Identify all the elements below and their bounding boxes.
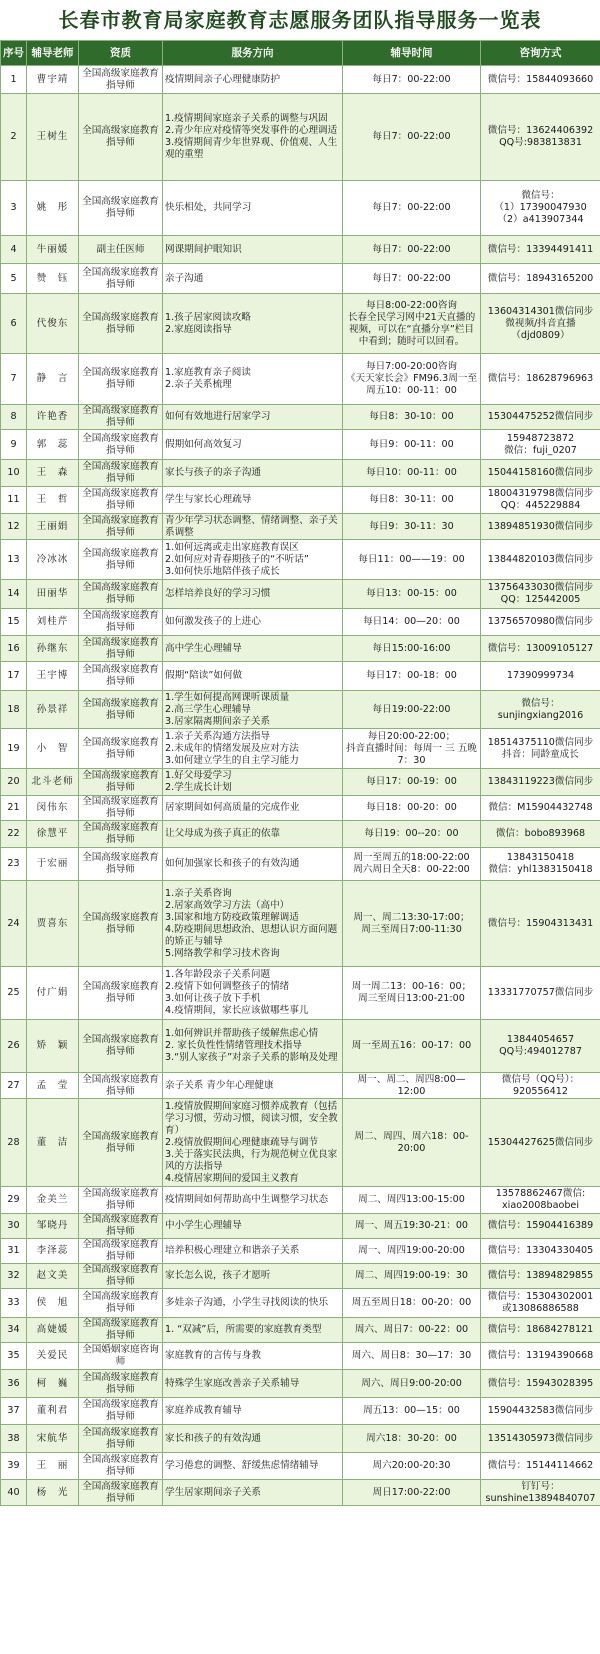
teacher-name: 董利君	[27, 1398, 79, 1425]
contact-info: 13843150418 微信：yhl1383150418	[481, 848, 600, 881]
table-row	[1, 405, 600, 430]
contact-info: 15304427625微信同步	[481, 1099, 600, 1187]
service-hours: 每日11：00——19：00	[343, 540, 481, 580]
teacher-name: 宋航华	[27, 1425, 79, 1453]
service-hours: 周二、周四、周六18：00-20:00	[343, 1099, 481, 1187]
service-direction: 中小学生心理辅导	[163, 1214, 343, 1239]
qualification: 全国高级家庭教育指导师	[79, 405, 163, 430]
contact-info: 15948723872 微信：fuji_0207	[481, 430, 600, 460]
service-hours: 每日7：00-22:00	[343, 236, 481, 264]
service-direction: 如何加强家长和孩子的有效沟通	[163, 848, 343, 881]
row-number: 34	[1, 1318, 27, 1343]
table-row	[1, 691, 600, 729]
service-hours: 每日15:00-16:00	[343, 636, 481, 662]
qualification: 全国高级家庭教育指导师	[79, 821, 163, 848]
teacher-name: 董 洁	[27, 1099, 79, 1187]
service-hours: 每日17：00-18：00	[343, 662, 481, 691]
contact-info: 微信号：13624406392 QQ号:983813831	[481, 94, 600, 181]
table-row	[1, 729, 600, 769]
service-direction: 1.疫情放假期间家庭习惯养成教育（包括学习习惯，劳动习惯，阅读习惯，安全教育） 2.疫情放假期间心理健康疏导与调节 3.关于落实民法典，行为规范树立优良家风的方法指导 4.疫情居家期间的爱国主义教育	[163, 1099, 343, 1187]
contact-info: 15044158160微信同步	[481, 460, 600, 487]
contact-info: 15304475252微信同步	[481, 405, 600, 430]
table-row	[1, 1425, 600, 1453]
row-number: 4	[1, 236, 27, 264]
service-hours: 每日8：30-11：00	[343, 487, 481, 514]
teacher-name: 静 言	[27, 354, 79, 405]
row-number: 40	[1, 1480, 27, 1506]
table-row	[1, 636, 600, 662]
qualification: 全国高级家庭教育指导师	[79, 848, 163, 881]
contact-info: 微信号：13194390668	[481, 1343, 600, 1370]
qualification: 全国高级家庭教育指导师	[79, 1370, 163, 1398]
row-number: 12	[1, 514, 27, 540]
service-direction: 怎样培养良好的学习习惯	[163, 580, 343, 609]
teacher-name: 高婕媛	[27, 1318, 79, 1343]
row-number: 14	[1, 580, 27, 609]
header-contact: 咨询方式	[481, 41, 600, 66]
service-hours: 每日10：00-11：00	[343, 460, 481, 487]
teacher-name: 于宏丽	[27, 848, 79, 881]
qualification: 全国高级家庭教育指导师	[79, 662, 163, 691]
qualification: 全国高级家庭教育指导师	[79, 1099, 163, 1187]
row-number: 36	[1, 1370, 27, 1398]
teacher-name: 李泽蕊	[27, 1239, 79, 1264]
service-hours: 每日19:00-22:00	[343, 691, 481, 729]
teacher-name: 冷冰冰	[27, 540, 79, 580]
table-row	[1, 487, 600, 514]
service-hours: 每日7：00-22:00	[343, 181, 481, 236]
teacher-name: 王树生	[27, 94, 79, 181]
service-direction: 学生与家长心理疏导	[163, 487, 343, 514]
table-row	[1, 1318, 600, 1343]
service-hours: 周五至周日18：00-20：00	[343, 1289, 481, 1318]
contact-info: 18514375110微信同步 抖音：同龄童成长	[481, 729, 600, 769]
contact-info: 微信：bobo893968	[481, 821, 600, 848]
table-row	[1, 1187, 600, 1214]
service-hours: 周一、周四19:00-20:00	[343, 1239, 481, 1264]
service-hours: 周一至周五的18:00-22:00 周六周日全天8：00-22:00	[343, 848, 481, 881]
qualification: 全国高级家庭教育指导师	[79, 294, 163, 354]
table-row	[1, 1480, 600, 1506]
service-hours: 周一、周五19:30-21：00	[343, 1214, 481, 1239]
contact-info: 13756433030微信同步 QQ：125442005	[481, 580, 600, 609]
header-time: 辅导时间	[343, 41, 481, 66]
service-direction: 学生居家期间亲子关系	[163, 1480, 343, 1506]
service-direction: 1.疫情期间家庭亲子关系的调整与巩固 2.青少年应对疫情等突发事件的心理调适 3.疫情期间青少年世界观、价值观、人生观的重塑	[163, 94, 343, 181]
contact-info: 微信号：18628796963	[481, 354, 600, 405]
row-number: 38	[1, 1425, 27, 1453]
teacher-name: 王 丽	[27, 1453, 79, 1480]
contact-info: 17390999734	[481, 662, 600, 691]
table-row	[1, 66, 600, 94]
service-direction: 亲子关系 青少年心理健康	[163, 1073, 343, 1099]
teacher-name: 徐慧平	[27, 821, 79, 848]
service-direction: 1.学生如何提高网课听课质量 2.高三学生心理辅导 3.居家隔离期间亲子关系	[163, 691, 343, 729]
table-row	[1, 848, 600, 881]
contact-info: 微信号：15904416389	[481, 1214, 600, 1239]
table-row	[1, 181, 600, 236]
contact-info: 13844054657 QQ号:494012787	[481, 1020, 600, 1073]
table-row	[1, 662, 600, 691]
qualification: 全国高级家庭教育指导师	[79, 66, 163, 94]
teacher-name: 贾喜东	[27, 881, 79, 967]
service-direction: 1.孩子居家阅读攻略 2.家庭阅读指导	[163, 294, 343, 354]
table-row	[1, 609, 600, 636]
service-hours: 周五13：00—15：00	[343, 1398, 481, 1425]
teacher-name: 牛丽媛	[27, 236, 79, 264]
service-direction: 家庭教育的言传与身教	[163, 1343, 343, 1370]
header-teacher: 辅导老师	[27, 41, 79, 66]
service-direction: 快乐相处，共同学习	[163, 181, 343, 236]
service-hours: 每日17：00-19：00	[343, 769, 481, 796]
service-direction: 家长和孩子的有效沟通	[163, 1425, 343, 1453]
qualification: 全国高级家庭教育指导师	[79, 1453, 163, 1480]
table-row	[1, 821, 600, 848]
contact-info: 微信号：13304330405	[481, 1239, 600, 1264]
teacher-name: 柯 巍	[27, 1370, 79, 1398]
qualification: 全国高级家庭教育指导师	[79, 1264, 163, 1289]
table-row	[1, 354, 600, 405]
service-hours: 周一、周二13:30-17:00； 周三至周日7:00-11:30	[343, 881, 481, 967]
service-direction: 让父母成为孩子真正的依靠	[163, 821, 343, 848]
service-direction: 特殊学生家庭改善亲子关系辅导	[163, 1370, 343, 1398]
service-direction: 疫情期间亲子心理健康防护	[163, 66, 343, 94]
service-direction: 1.亲子关系咨询 2.居家高效学习方法（高中） 3.国家和地方防疫政策理解调适 4.防疫期间思想政治、思想认识方面问题的矫正与辅导 5.网络教学和学习技术咨询	[163, 881, 343, 967]
service-hours: 周一周二13：00-16：00； 周三至周日13:00-21:00	[343, 967, 481, 1020]
row-number: 6	[1, 294, 27, 354]
qualification: 全国高级家庭教育指导师	[79, 264, 163, 294]
service-direction: 1.如何远离或走出家庭教育误区 2.如何应对青春期孩子的“不听话” 3.如何快乐地陪伴孩子成长	[163, 540, 343, 580]
teacher-name: 赞 钰	[27, 264, 79, 294]
teacher-name: 关爱民	[27, 1343, 79, 1370]
service-direction: 家长与孩子的亲子沟通	[163, 460, 343, 487]
table-row	[1, 1289, 600, 1318]
service-direction: 如何有效地进行居家学习	[163, 405, 343, 430]
qualification: 全国高级家庭教育指导师	[79, 729, 163, 769]
row-number: 23	[1, 848, 27, 881]
table-row	[1, 294, 600, 354]
row-number: 3	[1, 181, 27, 236]
row-number: 26	[1, 1020, 27, 1073]
table-row	[1, 881, 600, 967]
qualification: 全国高级家庭教育指导师	[79, 796, 163, 821]
qualification: 全国高级家庭教育指导师	[79, 354, 163, 405]
service-hours: 周六20:00-20:30	[343, 1453, 481, 1480]
row-number: 33	[1, 1289, 27, 1318]
contact-info: 13844820103微信同步	[481, 540, 600, 580]
contact-info: 微信号：15844093660	[481, 66, 600, 94]
contact-info: 微信号： sunjingxiang2016	[481, 691, 600, 729]
qualification: 全国高级家庭教育指导师	[79, 1318, 163, 1343]
table-row	[1, 1398, 600, 1425]
teacher-name: 姚 彤	[27, 181, 79, 236]
qualification: 全国高级家庭教育指导师	[79, 1398, 163, 1425]
table-row	[1, 264, 600, 294]
teacher-name: 王 森	[27, 460, 79, 487]
row-number: 2	[1, 94, 27, 181]
row-number: 17	[1, 662, 27, 691]
table-row	[1, 1453, 600, 1480]
row-number: 30	[1, 1214, 27, 1239]
teacher-name: 小 智	[27, 729, 79, 769]
table-row	[1, 430, 600, 460]
service-hours: 每日13：00-15：00	[343, 580, 481, 609]
qualification: 副主任医师	[79, 236, 163, 264]
service-hours: 每日14：00—20：00	[343, 609, 481, 636]
row-number: 35	[1, 1343, 27, 1370]
contact-info: 微信号：15943028395	[481, 1370, 600, 1398]
service-direction: 1.如何辨识并帮助孩子缓解焦虑心情 2. 家长负性性情绪管理技术指导 3.“别人家孩子”对亲子关系的影响及处理	[163, 1020, 343, 1073]
row-number: 22	[1, 821, 27, 848]
row-number: 21	[1, 796, 27, 821]
service-direction: 假期如何高效复习	[163, 430, 343, 460]
contact-info: 13604314301微信同步 微视频/抖音直播 （djd0809）	[481, 294, 600, 354]
table-row	[1, 1099, 600, 1187]
service-hours: 周二、周四19:00-19：30	[343, 1264, 481, 1289]
row-number: 28	[1, 1099, 27, 1187]
teacher-name: 刘桂芹	[27, 609, 79, 636]
teacher-name: 孟 莹	[27, 1073, 79, 1099]
contact-info: 微信号：13894829855	[481, 1264, 600, 1289]
table-row	[1, 1370, 600, 1398]
contact-info: 13578862467微信: xiao2008baobei	[481, 1187, 600, 1214]
row-number: 9	[1, 430, 27, 460]
contact-info: 13843119223微信同步	[481, 769, 600, 796]
qualification: 全国婚姻家庭咨询师	[79, 1343, 163, 1370]
contact-info: 13756570980微信同步	[481, 609, 600, 636]
service-hours: 每日9：30-11：30	[343, 514, 481, 540]
qualification: 全国高级家庭教育指导师	[79, 881, 163, 967]
service-hours: 周二、周四13:00-15:00	[343, 1187, 481, 1214]
qualification: 全国高级家庭教育指导师	[79, 1020, 163, 1073]
contact-info: 13331770757微信同步	[481, 967, 600, 1020]
row-number: 19	[1, 729, 27, 769]
row-number: 24	[1, 881, 27, 967]
row-number: 29	[1, 1187, 27, 1214]
teacher-name: 王丽娟	[27, 514, 79, 540]
service-direction: 疫情期间如何帮助高中生调整学习状态	[163, 1187, 343, 1214]
teacher-name: 孙继东	[27, 636, 79, 662]
service-hours: 周六、周日9:00-20:00	[343, 1370, 481, 1398]
contact-info: 微信号：15304302001 或13086886588	[481, 1289, 600, 1318]
table-row	[1, 236, 600, 264]
table-row	[1, 1264, 600, 1289]
service-direction: 1.亲子关系沟通方法指导 2.未成年的情绪发展及应对方法 3.如何建立学生的自主学习能力	[163, 729, 343, 769]
service-hours: 每日9：00-11：00	[343, 430, 481, 460]
service-direction: 青少年学习状态调整、情绪调整、亲子关系调整	[163, 514, 343, 540]
teacher-name: 杨 光	[27, 1480, 79, 1506]
contact-info: 微信号：13394491411	[481, 236, 600, 264]
row-number: 11	[1, 487, 27, 514]
contact-info: 微信号： （1）17390047930 （2）a413907344	[481, 181, 600, 236]
contact-info: 13894851930微信同步	[481, 514, 600, 540]
service-hours: 周六、周日7：00-22：00	[343, 1318, 481, 1343]
service-direction: 家庭养成教育辅导	[163, 1398, 343, 1425]
qualification: 全国高级家庭教育指导师	[79, 1425, 163, 1453]
row-number: 20	[1, 769, 27, 796]
service-direction: 1.家庭教育亲子阅读 2.亲子关系梳理	[163, 354, 343, 405]
service-hours: 每日7：00-22:00	[343, 66, 481, 94]
contact-info: 微信号：13009105127	[481, 636, 600, 662]
teacher-name: 代俊东	[27, 294, 79, 354]
row-number: 15	[1, 609, 27, 636]
contact-info: 微信：M15904432748	[481, 796, 600, 821]
table-row	[1, 1343, 600, 1370]
service-hours: 每日7：00-22:00	[343, 94, 481, 181]
table-row	[1, 1214, 600, 1239]
qualification: 全国高级家庭教育指导师	[79, 1187, 163, 1214]
qualification: 全国高级家庭教育指导师	[79, 514, 163, 540]
teacher-name: 王 哲	[27, 487, 79, 514]
teacher-name: 北斗老师	[27, 769, 79, 796]
teacher-name: 郭 蕊	[27, 430, 79, 460]
row-number: 7	[1, 354, 27, 405]
teacher-name: 金美兰	[27, 1187, 79, 1214]
qualification: 全国高级家庭教育指导师	[79, 580, 163, 609]
qualification: 全国高级家庭教育指导师	[79, 181, 163, 236]
row-number: 37	[1, 1398, 27, 1425]
service-hours: 每日20:00-22:00； 抖音直播时间：每周一 三 五晚7：30	[343, 729, 481, 769]
table-row	[1, 580, 600, 609]
service-direction: 高中学生心理辅导	[163, 636, 343, 662]
service-direction: 如何激发孩子的上进心	[163, 609, 343, 636]
contact-info: 微信号：15144114662	[481, 1453, 600, 1480]
qualification: 全国高级家庭教育指导师	[79, 1073, 163, 1099]
service-hours: 周六18：30-20：00	[343, 1425, 481, 1453]
header-qualification: 资质	[79, 41, 163, 66]
table-body	[1, 66, 600, 1506]
qualification: 全国高级家庭教育指导师	[79, 967, 163, 1020]
row-number: 18	[1, 691, 27, 729]
table-row	[1, 769, 600, 796]
service-direction: 1.好父母爱学习 2.学生成长计划	[163, 769, 343, 796]
contact-info: 15904432583微信同步	[481, 1398, 600, 1425]
qualification: 全国高级家庭教育指导师	[79, 1289, 163, 1318]
teacher-name: 王宇博	[27, 662, 79, 691]
teacher-name: 赵文美	[27, 1264, 79, 1289]
table-row	[1, 1239, 600, 1264]
qualification: 全国高级家庭教育指导师	[79, 1480, 163, 1506]
service-hours: 每日7:00-20:00咨询 《天天家长会》FM96.3周一至周五10：00-11：00	[343, 354, 481, 405]
row-number: 10	[1, 460, 27, 487]
table-row	[1, 1020, 600, 1073]
row-number: 5	[1, 264, 27, 294]
contact-info: 微信号：15904313431	[481, 881, 600, 967]
header-no: 序号	[1, 41, 27, 66]
teacher-name: 田丽华	[27, 580, 79, 609]
qualification: 全国高级家庭教育指导师	[79, 691, 163, 729]
table-row	[1, 460, 600, 487]
table-row	[1, 967, 600, 1020]
service-hours: 周日17:00-22:00	[343, 1480, 481, 1506]
qualification: 全国高级家庭教育指导师	[79, 540, 163, 580]
service-direction: 1.各年龄段亲子关系问题 2.疫情下如何调整孩子的情绪 3.如何让孩子放下手机 4.疫情期间，家长应该做哪些事儿	[163, 967, 343, 1020]
service-direction: 培养积极心理建立和谐亲子关系	[163, 1239, 343, 1264]
contact-info: 微信号：18684278121	[481, 1318, 600, 1343]
service-direction: 亲子沟通	[163, 264, 343, 294]
teacher-name: 矫 颖	[27, 1020, 79, 1073]
service-hours: 每日18：00-20：00	[343, 796, 481, 821]
teacher-name: 邹晓丹	[27, 1214, 79, 1239]
service-hours: 周六、周日8：30—17：30	[343, 1343, 481, 1370]
qualification: 全国高级家庭教育指导师	[79, 487, 163, 514]
service-hours: 每日7：00-22:00	[343, 264, 481, 294]
qualification: 全国高级家庭教育指导师	[79, 94, 163, 181]
teacher-name: 许艳香	[27, 405, 79, 430]
teacher-name: 闵伟东	[27, 796, 79, 821]
service-hours: 每日8：30-10：00	[343, 405, 481, 430]
service-direction: 学习倦怠的调整、舒缓焦虑情绪辅导	[163, 1453, 343, 1480]
row-number: 16	[1, 636, 27, 662]
table-row	[1, 514, 600, 540]
service-direction: 1. “双减”后，所需要的家庭教育类型	[163, 1318, 343, 1343]
row-number: 8	[1, 405, 27, 430]
service-hours: 每日8:00-22:00咨询 长春全民学习网中21天直播的视频，可以在“直播分享”栏目中看到；随时可以回看。	[343, 294, 481, 354]
row-number: 13	[1, 540, 27, 580]
page-title: 长春市教育局家庭教育志愿服务团队指导服务一览表	[58, 8, 542, 32]
service-hours: 每日19：00--20：00	[343, 821, 481, 848]
row-number: 27	[1, 1073, 27, 1099]
row-number: 25	[1, 967, 27, 1020]
table-row	[1, 796, 600, 821]
service-hours: 周一至周五16：00-17：00	[343, 1020, 481, 1073]
row-number: 1	[1, 66, 27, 94]
contact-info: 微信号：18943165200	[481, 264, 600, 294]
teacher-name: 孙景祥	[27, 691, 79, 729]
qualification: 全国高级家庭教育指导师	[79, 1214, 163, 1239]
table-row	[1, 540, 600, 580]
teacher-name: 曹宇靖	[27, 66, 79, 94]
table-header-row	[1, 41, 600, 66]
qualification: 全国高级家庭教育指导师	[79, 1239, 163, 1264]
service-direction: 居家期间如何高质量的完成作业	[163, 796, 343, 821]
qualification: 全国高级家庭教育指导师	[79, 609, 163, 636]
contact-info: 钉钉号： sunshine13894840707	[481, 1480, 600, 1506]
qualification: 全国高级家庭教育指导师	[79, 460, 163, 487]
qualification: 全国高级家庭教育指导师	[79, 769, 163, 796]
contact-info: 13514305973微信同步	[481, 1425, 600, 1453]
teacher-name: 侯 旭	[27, 1289, 79, 1318]
row-number: 39	[1, 1453, 27, 1480]
contact-info: 18004319798微信同步 QQ：445229884	[481, 487, 600, 514]
service-hours: 周一、周二、周四8:00—12:00	[343, 1073, 481, 1099]
service-direction: 多娃亲子沟通，小学生寻找阅读的快乐	[163, 1289, 343, 1318]
qualification: 全国高级家庭教育指导师	[79, 636, 163, 662]
service-direction: 假期“陪读”如何做	[163, 662, 343, 691]
service-direction: 网课期间护眼知识	[163, 236, 343, 264]
teacher-name: 付广娟	[27, 967, 79, 1020]
table-row	[1, 1073, 600, 1099]
contact-info: 微信号（QQ号）： 920556412	[481, 1073, 600, 1099]
row-number: 31	[1, 1239, 27, 1264]
service-direction: 家长怎么说，孩子才愿听	[163, 1264, 343, 1289]
row-number: 32	[1, 1264, 27, 1289]
qualification: 全国高级家庭教育指导师	[79, 430, 163, 460]
table-row	[1, 94, 600, 181]
header-service-direction: 服务方向	[163, 41, 343, 66]
volunteer-table	[0, 40, 600, 1506]
